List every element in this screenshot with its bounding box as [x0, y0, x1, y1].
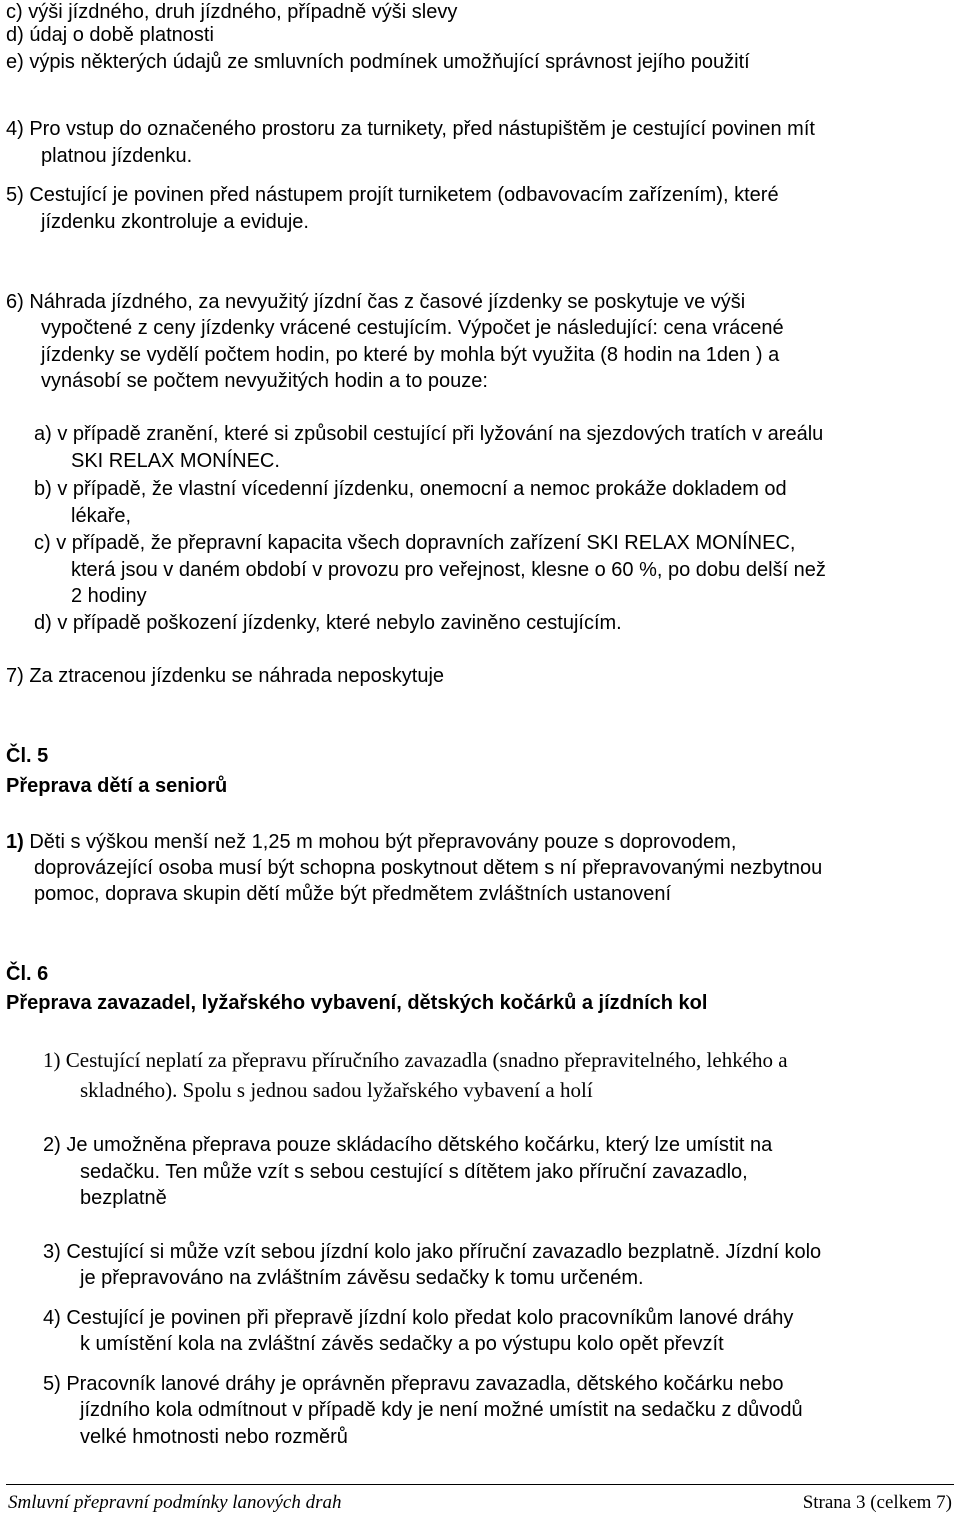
- article-6-item-5-line-1: 5) Pracovník lanové dráhy je oprávněn přepravu zavazadla, dětského kočárku nebo: [43, 1373, 784, 1395]
- article-6-item-1-line-1: 1) Cestující neplatí za přepravu příručního zavazadla (snadno přepravitelného, lehkého a: [43, 1048, 788, 1072]
- sublist-item-b-line-2: lékaře,: [71, 505, 132, 527]
- article-6-title: Přeprava zavazadel, lyžařského vybavení, dětských kočárků a jízdních kol: [6, 992, 708, 1014]
- article-6-item-5-line-3: velké hmotnosti nebo rozměrů: [80, 1426, 348, 1448]
- article-5-item-1-line-3: pomoc, doprava skupin dětí může být předmětem zvláštních ustanovení: [34, 883, 672, 905]
- article-6-item-2-line-3: bezplatně: [80, 1187, 167, 1209]
- article-6-item-5-line-2: jízdního kola odmítnout v případě kdy je není možné umístit na sedačku z důvodů: [80, 1399, 803, 1421]
- article-5-item-1-line-2: doprovázející osoba musí být schopna poskytnout dětem s ní přepravovanými nezbytnou: [34, 857, 823, 879]
- footer-document-title: Smluvní přepravní podmínky lanových drah: [8, 1492, 342, 1513]
- list-item-d: d) údaj o době platnosti: [6, 24, 214, 46]
- sublist-item-a-line-1: a) v případě zranění, které si způsobil cestující při lyžování na sjezdových tratích v areálu: [34, 423, 824, 445]
- paragraph-item-5-line-2: jízdenku zkontroluje a eviduje.: [41, 211, 309, 233]
- sublist-item-b-line-1: b) v případě, že vlastní vícedenní jízdenku, onemocní a nemoc prokáže dokladem od: [34, 478, 787, 500]
- article-6-number: Čl. 6: [6, 963, 49, 985]
- paragraph-item-5-line-1: 5) Cestující je povinen před nástupem projít turniketem (odbavovacím zařízením), které: [6, 184, 779, 206]
- article-6-item-2-line-2: sedačku. Ten může vzít s sebou cestující s dítětem jako příruční zavazadlo,: [80, 1161, 748, 1183]
- list-item-e: e) výpis některých údajů ze smluvních podmínek umožňující správnost jejího použití: [6, 51, 750, 73]
- paragraph-item-6-line-1: 6) Náhrada jízdného, za nevyužitý jízdní čas z časové jízdenky se poskytuje ve výši: [6, 291, 746, 313]
- sublist-item-c-line-3: 2 hodiny: [71, 585, 147, 607]
- article-6-item-4-line-2: k umístění kola na zvláštní závěs sedačky a po výstupu kolo opět převzít: [80, 1333, 724, 1355]
- article-5-item-1-text: Děti s výškou menší než 1,25 m mohou být přepravovány pouze s doprovodem,: [23, 831, 737, 853]
- article-6-item-1-line-2: skladného). Spolu s jednou sadou lyžařského vybavení a holí: [80, 1078, 593, 1102]
- paragraph-item-6-line-3: jízdenky se vydělí počtem hodin, po které by mohla být využita (8 hodin na 1den ) a: [41, 344, 780, 366]
- article-5-title: Přeprava dětí a seniorů: [6, 775, 228, 797]
- article-5-item-1-line-1: [6, 829, 736, 855]
- sublist-item-d-line-1: d) v případě poškození jízdenky, které nebylo zaviněno cestujícím.: [34, 612, 622, 634]
- footer-page-number: Strana 3 (celkem 7): [802, 1492, 952, 1513]
- list-item-c: c) výši jízdného, druh jízdného, případně výši slevy: [6, 1, 458, 23]
- footer-divider: [6, 1484, 954, 1485]
- sublist-item-c-line-1: c) v případě, že přepravní kapacita všech dopravních zařízení SKI RELAX MONÍNEC,: [34, 532, 796, 554]
- sublist-item-c-line-2: která jsou v daném období v provozu pro veřejnost, klesne o 60 %, po dobu delší než: [71, 559, 826, 581]
- article-6-item-3-line-2: je přepravováno na zvláštním závěsu sedačky k tomu určeném.: [80, 1267, 644, 1289]
- sublist-item-a-line-2: SKI RELAX MONÍNEC.: [71, 450, 280, 472]
- article-6-item-2-line-1: 2) Je umožněna přeprava pouze skládacího dětského kočárku, který lze umístit na: [43, 1134, 773, 1156]
- paragraph-item-4-line-2: platnou jízdenku.: [41, 145, 193, 167]
- article-6-item-3-line-1: 3) Cestující si může vzít sebou jízdní kolo jako příruční zavazadlo bezplatně. Jízdní kolo: [43, 1241, 822, 1263]
- paragraph-item-7: 7) Za ztracenou jízdenku se náhrada neposkytuje: [6, 665, 445, 687]
- paragraph-item-4-line-1: 4) Pro vstup do označeného prostoru za turnikety, před nástupištěm je cestující povinen mít: [6, 118, 815, 140]
- article-5-number: Čl. 5: [6, 745, 49, 767]
- paragraph-item-6-line-4: vynásobí se počtem nevyužitých hodin a to pouze:: [41, 370, 488, 392]
- article-6-item-4-line-1: 4) Cestující je povinen při přepravě jízdní kolo předat kolo pracovníkům lanové dráhy: [43, 1307, 794, 1329]
- article-5-item-1-number: 1): [6, 831, 24, 853]
- paragraph-item-6-line-2: vypočtené z ceny jízdenky vrácené cestujícím. Výpočet je následující: cena vrácené: [41, 317, 784, 339]
